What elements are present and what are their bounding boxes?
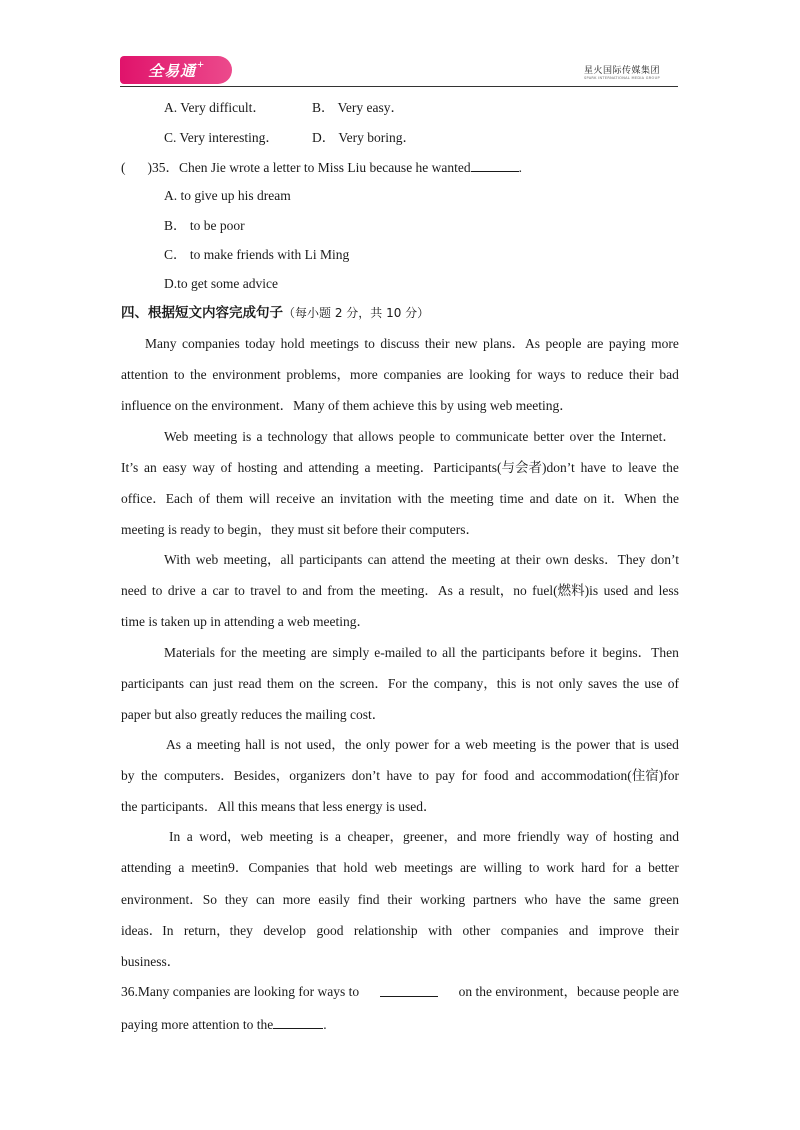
passage-line: the participants．All this means that less energy is used． bbox=[121, 799, 437, 814]
section-note: （每小题 2 分，共 10 分） bbox=[283, 306, 430, 320]
q34-option-b: B． Very easy． bbox=[312, 100, 404, 115]
passage-line: attention to the environment problems，more companies are looking for ways to reduce their bad bbox=[121, 367, 679, 382]
passage-line: office．Each of them will receive an invitation with the meeting time and date on it．When the bbox=[121, 491, 679, 506]
q36-line-2 bbox=[121, 1016, 327, 1033]
section-heading bbox=[121, 305, 429, 321]
answer-paren-open: ( bbox=[121, 160, 126, 175]
q34-option-d: D． Very boring． bbox=[312, 130, 416, 145]
passage-line: ideas．In return，they develop good relationship with other companies and improve their bbox=[121, 923, 679, 938]
q35-stem-line bbox=[121, 159, 522, 176]
q36-blank-2 bbox=[273, 1016, 323, 1029]
q35-option-a: A. to give up his dream bbox=[164, 188, 291, 203]
q36-line1-start: 36.Many companies are looking for ways to bbox=[121, 984, 360, 999]
passage-line: attending a meetin9．Companies that hold web meetings are willing to work hard for a better bbox=[121, 860, 679, 875]
logo-text: 全易通 bbox=[148, 61, 197, 80]
logo-plus: + bbox=[197, 56, 204, 71]
passage-line: need to drive a car to travel to and from the meeting．As a result，no fuel(燃料)is used and less bbox=[121, 583, 679, 598]
q34-option-a: A. Very difficult． bbox=[164, 100, 266, 115]
passage-line: Many companies today hold meetings to discuss their new plans．As people are paying more bbox=[145, 336, 679, 351]
passage-line: With web meeting，all participants can attend the meeting at their own desks．They don’t bbox=[164, 552, 679, 567]
q36-line2-start: paying more attention to the bbox=[121, 1017, 274, 1032]
q35-stem: )35．Chen Jie wrote a letter to Miss Liu because he wanted bbox=[147, 160, 471, 175]
q35-blank bbox=[471, 159, 519, 172]
passage-line: paper but also greatly reduces the mailing cost． bbox=[121, 707, 386, 722]
q35-option-c: C． to make friends with Li Ming bbox=[164, 247, 350, 262]
q36-line2-end: . bbox=[323, 1017, 327, 1032]
logo bbox=[120, 56, 232, 84]
passage-line: business． bbox=[121, 954, 181, 969]
section-title: 四、根据短文内容完成句子 bbox=[121, 305, 283, 321]
passage-line: by the computers．Besides，organizers don’t have to pay for food and accommodation(住宿)for bbox=[121, 768, 679, 783]
brand-name: 星火国际传媒集团 bbox=[584, 66, 661, 76]
passage-line: Web meeting is a technology that allows people to communicate better over the Internet． bbox=[164, 429, 676, 444]
q34-option-c: C. Very interesting． bbox=[164, 130, 279, 145]
brand-subtitle: SPARK INTERNATIONAL MEDIA GROUP bbox=[584, 76, 660, 80]
passage-line: environment．So they can more easily find their working partners who have the same green bbox=[121, 892, 679, 907]
header-rule bbox=[120, 86, 678, 87]
passage-line: As a meeting hall is not used，the only power for a web meeting is the power that is used bbox=[166, 737, 679, 752]
passage-line: influence on the environment．Many of them achieve this by using web meeting． bbox=[121, 398, 573, 413]
passage-line: participants can just read them on the screen．For the company，this is not only saves the use of bbox=[121, 676, 679, 691]
q35-option-d: D.to get some advice bbox=[164, 276, 278, 291]
passage-line: time is taken up in attending a web meeting． bbox=[121, 614, 370, 629]
q36-line1-end: on the environment，because people are bbox=[458, 984, 679, 999]
passage-line: In a word，web meeting is a cheaper，greener，and more friendly way of hosting and bbox=[169, 829, 679, 844]
passage-line: meeting is ready to begin，they must sit before their computers． bbox=[121, 522, 480, 537]
q36-line-1 bbox=[121, 984, 679, 1000]
passage-line: Materials for the meeting are simply e-mailed to all the participants before it begins．Then bbox=[164, 645, 679, 660]
passage-line: It’s an easy way of hosting and attending a meeting．Participants(与会者)don’t have to leave the bbox=[121, 460, 679, 475]
q35-option-b: B． to be poor bbox=[164, 218, 245, 233]
q36-blank-1 bbox=[380, 984, 438, 997]
q35-stem-end: . bbox=[518, 160, 523, 175]
